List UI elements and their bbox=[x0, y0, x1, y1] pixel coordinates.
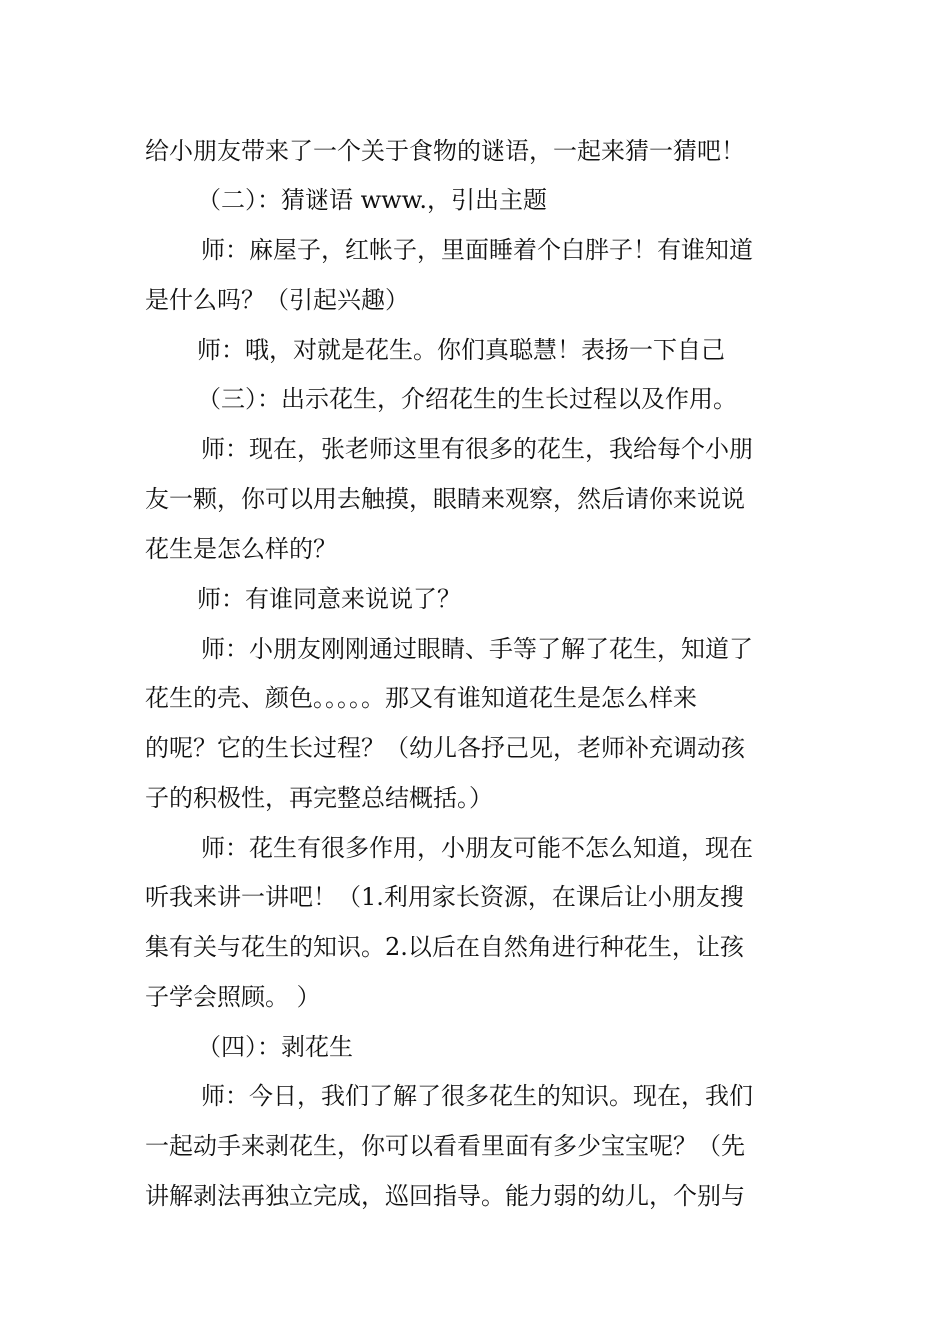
text-line: 听我来讲一讲吧！（1.利用家长资源，在课后让小朋友搜 bbox=[145, 883, 744, 911]
text-line: 师：现在，张老师这里有很多的花生，我给每个小朋 bbox=[201, 435, 753, 463]
text-line: 给小朋友带来了一个关于食物的谜语，一起来猜一猜吧！ bbox=[145, 137, 745, 165]
text-line: 师：麻屋子，红帐子，里面睡着个白胖子！有谁知道 bbox=[201, 236, 753, 264]
text-line: 花生的壳、颜色。。。。。那又有谁知道花生是怎么样来 bbox=[145, 684, 697, 712]
text-line: 师：小朋友刚刚通过眼睛、手等了解了花生，知道了 bbox=[201, 635, 753, 663]
text-line: 子的积极性，再完整总结概括。） bbox=[145, 784, 493, 812]
text-line: 花生是怎么样的？ bbox=[145, 535, 337, 563]
text-line: 友一颗，你可以用去触摸，眼睛来观察，然后请你来说说 bbox=[145, 485, 745, 513]
text-line: 是什么吗？（引起兴趣） bbox=[145, 286, 409, 314]
section-heading-three: （三）：出示花生，介绍花生的生长过程以及作用。 bbox=[197, 385, 737, 413]
section-heading-four: （四）：剥花生 bbox=[197, 1033, 353, 1061]
text-line: 师：今日，我们了解了很多花生的知识。现在，我们 bbox=[201, 1082, 753, 1110]
text-line: 子学会照顾。 ） bbox=[145, 983, 321, 1011]
section-heading-two: （二）：猜谜语 www.，引出主题 bbox=[197, 186, 548, 214]
text-line: 师：花生有很多作用，小朋友可能不怎么知道，现在 bbox=[201, 834, 753, 862]
text-line: 集有关与花生的知识。2.以后在自然角进行种花生，让孩 bbox=[145, 933, 744, 961]
text-line: 师：有谁同意来说说了？ bbox=[197, 585, 461, 613]
text-line: 讲解剥法再独立完成，巡回指导。能力弱的幼儿，个别与 bbox=[145, 1182, 745, 1210]
text-line: 的呢？它的生长过程？（幼儿各抒己见，老师补充调动孩 bbox=[145, 734, 745, 762]
text-line: 一起动手来剥花生，你可以看看里面有多少宝宝呢？（先 bbox=[145, 1132, 745, 1160]
text-line: 师：哦，对就是花生。你们真聪慧！表扬一下自己 bbox=[197, 336, 725, 364]
